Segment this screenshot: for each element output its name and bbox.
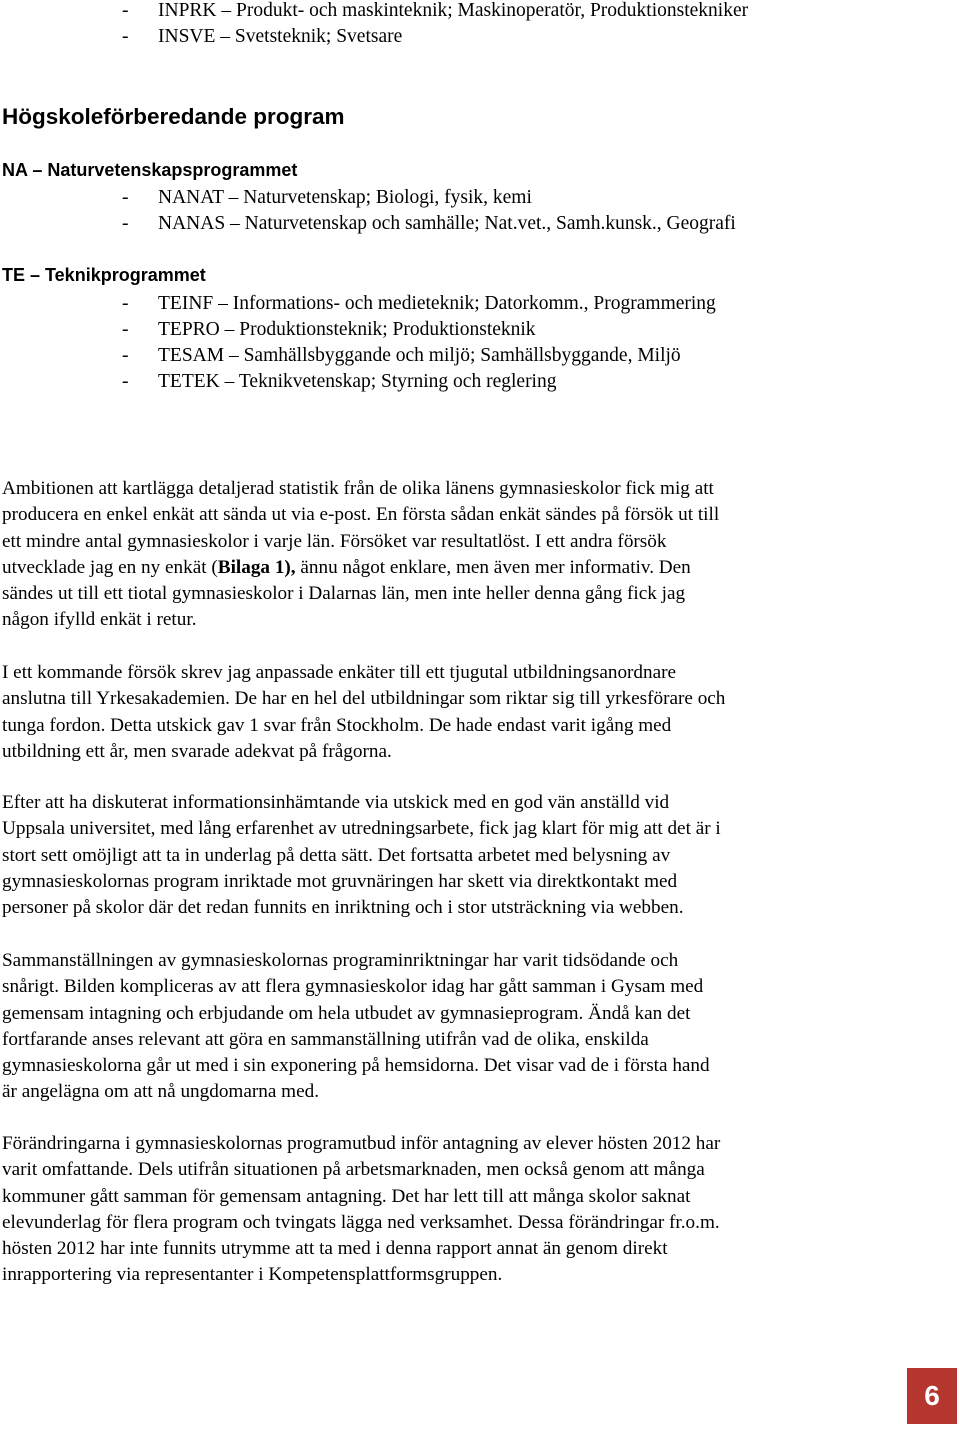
paragraph-line: varit omfattande. Dels utifrån situationen på arbetsmarknaden, men också genom att många [2,1159,705,1181]
list-bullet: - [122,0,129,21]
list-item-text: NANAT – Naturvetenskap; Biologi, fysik, kemi [158,187,532,208]
paragraph-compilation [2,948,957,1106]
paragraph-line: kommuner gått samman för gemensam antagning. Det har lett till att många skolor saknat [2,1185,691,1207]
paragraph-changes [2,1131,957,1289]
paragraph-line: är angelägna om att nå ungdomarna med. [2,1081,320,1103]
paragraph-line: Förändringarna i gymnasieskolornas programutbud inför antagning av elever hösten 2012 har [2,1133,721,1154]
paragraph-line: gymnasieskolorna går ut med i sin exponering på hemsidorna. Det visar vad de i första hand [2,1055,710,1077]
paragraph-line: gymnasieskolornas program inriktade mot gruvnäringen har skett via direktkontakt med [2,870,678,892]
list-bullet: - [122,293,129,314]
list-item-text: TETEK – Teknikvetenskap; Styrning och reglering [158,371,557,392]
paragraph-line: gemensam intagning och erbjudande om hela utbudet av gymnasieprogram. Ändå kan det [2,1002,691,1024]
page-number: 6 [907,1368,957,1424]
list-item-text: INPRK – Produkt- och maskinteknik; Maskinoperatör, Produktionstekniker [158,0,749,21]
paragraph-line: Ambitionen att kartlägga detaljerad statistik från de olika länens gymnasieskolor fick mig att [2,478,714,499]
paragraph-line: utbildning ett år, men svarade adekvat på frågorna. [2,740,392,762]
paragraph-line: stort sett omöjligt att ta in underlag på detta sätt. Det fortsatta arbetet med belysning av [2,844,671,866]
paragraph-line: sändes ut till ett tiotal gymnasieskolor i Dalarnas län, men inte heller denna gång fick jag [2,583,686,605]
list-item-text: TEPRO – Produktionsteknik; Produktionsteknik [158,319,536,340]
list-bullet: - [122,345,129,366]
paragraph-survey [2,476,957,634]
list-bullet: - [122,319,129,340]
paragraph-yrkesakademien [2,660,957,765]
list-bullet: - [122,213,129,234]
line-text: utvecklade jag en ny enkät ( [2,556,218,578]
paragraph-line: Uppsala universitet, med lång erfarenhet av utredningsarbete, fick jag klart för mig att det är i [2,818,721,840]
paragraph-line: Sammanställningen av gymnasieskolornas programinriktningar har varit tidsödande och [2,950,679,971]
paragraph-line: fortfarande anses relevant att göra en sammanställning utifrån vad de olika, enskilda [2,1028,649,1050]
list-bullet: - [122,26,129,47]
line-text: ännu något enklare, men även mer informativ. Den [295,556,691,578]
paragraph-line: någon ifylld enkät i retur. [2,609,197,631]
paragraph-line: anslutna till Yrkesakademien. De har en hel del utbildningar som riktar sig till yrkesförare och [2,688,726,710]
program-heading-na: NA – Naturvetenskapsprogrammet [2,160,298,180]
list-item-text: TEINF – Informations- och medieteknik; Datorkomm., Programmering [158,293,716,314]
paragraph-line: snårigt. Bilden kompliceras av att flera gymnasieskolor idag har gått samman i Gysam med [2,976,704,998]
paragraph-line: hösten 2012 har inte funnits utrymme att ta med i denna rapport annat än genom direkt [2,1238,668,1260]
paragraph-line: producera en enkel enkät att sända ut via e-post. En första sådan enkät sändes på försök ut till [2,504,720,526]
bilaga-reference: Bilaga 1), [217,556,296,578]
paragraph-line: I ett kommande försök skrev jag anpassade enkäter till ett tjugutal utbildningsanordnare [2,662,677,683]
list-bullet: - [122,187,129,208]
list-item-text: NANAS – Naturvetenskap och samhälle; Nat.vet., Samh.kunsk., Geografi [158,213,736,234]
section-heading: Högskoleförberedande program [2,104,345,129]
paragraph-line: elevunderlag för flera program och tvingats lägga ned verksamhet. Dessa förändringar fr.o.m. [2,1211,720,1233]
paragraph-line: Efter att ha diskuterat informationsinhämtande via utskick med en god vän anställd vid [2,792,670,813]
list-item-text: INSVE – Svetsteknik; Svetsare [158,26,403,47]
program-heading-te: TE – Teknikprogrammet [2,265,206,285]
paragraph-line: inrapportering via representanter i Kompetensplattformsgruppen. [2,1264,503,1286]
paragraph-line: personer på skolor där det redan funnits en inriktning och i stor utsträckning via webben. [2,897,684,919]
paragraph-method [2,790,957,921]
paragraph-line: tunga fordon. Detta utskick gav 1 svar från Stockholm. De hade endast varit igång med [2,714,672,736]
list-bullet: - [122,371,129,392]
list-item-text: TESAM – Samhällsbyggande och miljö; Samhällsbyggande, Miljö [158,345,681,366]
paragraph-line [2,555,957,581]
paragraph-line: ett mindre antal gymnasieskolor i varje län. Försöket var resultatlöst. I ett andra försök [2,530,667,552]
